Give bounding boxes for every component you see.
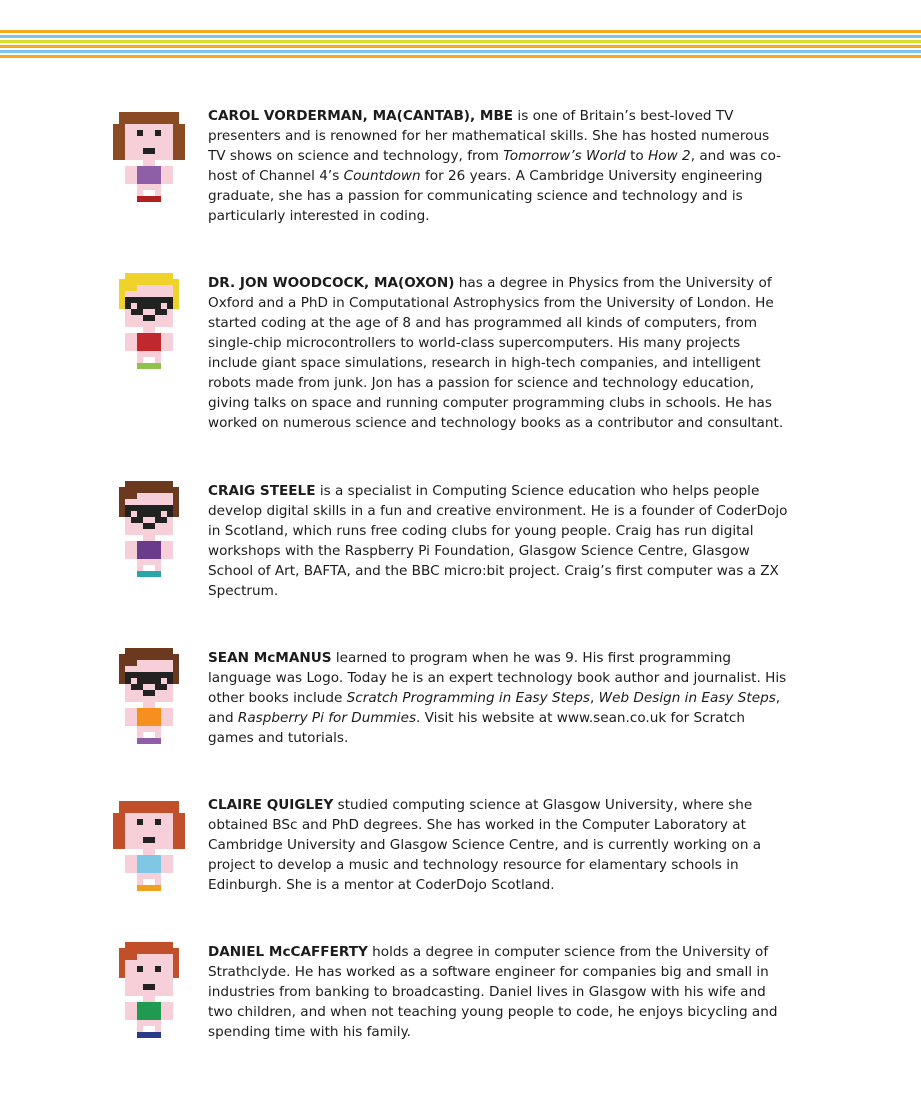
leg [155,351,161,363]
bio-text-run: learned to program when he was 9. His first programming language was Logo. Today he is an expert technology book author and journalist. His other books include [208,650,787,706]
bio-text-run: studied computing science at Glasgow University, where she obtained BSc and PhD degrees. She has worked in the Computer Laboratory at Cambridge University and Glasgow Science Centre, and is currently working on a project to develop a music and technology resource for elamentary schools in Edinburgh. She is a mentor at CoderDojo Scotland. [208,797,762,893]
bio-text-run: . Visit his website at www.sean.co.uk for Scratch games and tutorials. [208,710,745,746]
pixel-person-icon [113,273,186,369]
neck [143,996,155,1002]
leg [155,184,161,196]
eye [137,819,143,825]
avatar [113,942,186,1038]
hair [173,666,179,684]
glasses [131,309,143,315]
hips [143,726,155,732]
fringe [125,285,137,291]
italic-title: Countdown [343,168,421,184]
avatar [113,273,186,369]
bio-text-run: for 26 years. A Cambridge University engineering graduate, she has a passion for communicating science and technology and is particularly interested in coding. [208,168,763,224]
bio-body [208,483,787,599]
arm [161,333,173,351]
arm [125,1002,137,1020]
stripe [0,55,921,58]
hips [143,873,155,879]
leg [155,559,161,571]
hair [125,648,173,654]
foot [149,571,161,577]
stripe [0,45,921,48]
bio-text-run: has a degree in Physics from the University of Oxford and a PhD in Computational Astrophysics from the University of London. He started coding at the age of 8 and has programmed all kinds of computers, from single-chip microcontrollers to world-class supercomputers. His many projects include giant space simulations, research in high-tech companies, and intelligent robots made from junk. Jon has a passion for science and technology education, giving talks on space and running computer programming clubs in schools. He has worked on numerous science and technology books as a contributor and consultant. [208,275,784,431]
arm [161,708,173,726]
mouth [143,837,155,843]
bio-body [208,275,783,431]
pixel-person-icon [113,106,186,202]
stripe [0,35,921,38]
bio-text [208,273,788,433]
italic-title: How 2 [648,148,691,164]
eye [155,966,161,972]
foot [137,738,149,744]
bio-text [208,106,788,226]
mouth [143,984,155,990]
bio-text-run: , and was co-host of Channel 4’s [208,148,782,184]
mouth [143,148,155,154]
bio-text-run: , and [208,690,781,726]
neck [143,535,155,541]
bio-body [208,108,781,224]
arm [125,708,137,726]
fringe [125,493,137,499]
hair [173,960,179,978]
fringe [125,660,137,666]
hair [119,291,125,309]
pixel-person-icon [113,795,186,891]
glasses [155,309,167,315]
glasses [125,303,131,309]
decorative-stripes [0,30,921,60]
italic-title: Web Design in Easy Steps [598,690,776,706]
avatar [113,481,186,577]
hair [119,960,125,978]
eye [137,303,143,309]
author-name: SEAN McMANUS [208,650,332,666]
glasses [143,678,149,684]
foot [149,738,161,744]
eye [155,303,161,309]
bio-text [208,648,788,748]
bio-text-run: is one of Britain’s best-loved TV presenters and is renowned for her mathematical skills. She has hosted numerous TV shows on science and technology, from [208,108,770,164]
mouth [143,523,155,529]
bio-text [208,942,788,1042]
bio-text [208,795,788,895]
eye [137,130,143,136]
leg [137,1020,143,1032]
shirt [137,166,161,184]
arm [161,166,173,184]
hair [119,499,125,517]
hair [125,273,173,279]
eye [137,511,143,517]
eye [137,966,143,972]
avatar [113,106,186,202]
bio-text-run: is a specialist in Computing Science education who helps people develop digital skills in a fun and creative environment. He is a founder of CoderDojo in Scotland, which runs free coding clubs for young people. Craig has run digital workshops with the Raspberry Pi Foundation, Glasgow Science Centre, Glasgow School of Art, BAFTA, and the BBC micro:bit project. Craig’s first computer was a ZX Spectrum. [208,483,788,599]
bio-text-run: to [625,148,649,164]
hair [173,499,179,517]
author-name: DANIEL McCAFFERTY [208,944,368,960]
shirt [137,855,161,873]
glasses [125,672,173,678]
eye [155,511,161,517]
foot [137,885,149,891]
glasses [155,517,167,523]
leg [137,726,143,738]
shirt [137,1002,161,1020]
eye [155,678,161,684]
author-name: DR. JON WOODCOCK, MA(OXON) [208,275,455,291]
glasses [125,511,131,517]
author-name: CRAIG STEELE [208,483,316,499]
glasses [131,684,143,690]
stripe [0,40,921,43]
hips [143,351,155,357]
bio-text [208,481,788,601]
glasses [167,303,173,309]
glasses [167,678,173,684]
hair [173,291,179,309]
stripe [0,30,921,33]
avatar [113,648,186,744]
foot [149,885,161,891]
glasses [149,678,155,684]
glasses [131,517,143,523]
foot [137,571,149,577]
hair [125,942,173,948]
neck [143,702,155,708]
leg [137,184,143,196]
leg [137,351,143,363]
stripe [0,50,921,53]
arm [125,166,137,184]
hair [125,481,173,487]
mouth [143,690,155,696]
glasses [143,511,149,517]
avatar [113,795,186,891]
arm [125,333,137,351]
foot [149,363,161,369]
pixel-person-icon [113,481,186,577]
foot [149,196,161,202]
leg [155,873,161,885]
eye [137,678,143,684]
arm [161,541,173,559]
glasses [167,511,173,517]
hips [143,1020,155,1026]
mouth [143,315,155,321]
glasses [149,511,155,517]
bio-text-run: holds a degree in computer science from the University of Strathclyde. He has worked as a software engineer for companies big and small in industries from banking to broadcasting. Daniel lives in Glasgow with his wife and two children, and when not teaching young people to code, he enjoys bicycling and spending time with his family. [208,944,778,1040]
leg [155,1020,161,1032]
glasses [155,684,167,690]
arm [125,541,137,559]
pixel-person-icon [113,942,186,1038]
glasses [149,303,155,309]
foot [137,363,149,369]
foot [137,1032,149,1038]
leg [155,726,161,738]
leg [137,559,143,571]
hips [143,184,155,190]
eye [155,130,161,136]
fringe [125,807,173,813]
fringe [125,954,137,960]
glasses [143,303,149,309]
arm [161,1002,173,1020]
shirt [137,541,161,559]
arm [125,855,137,873]
neck [143,327,155,333]
arm [161,855,173,873]
neck [143,160,155,166]
foot [149,1032,161,1038]
author-name: CLAIRE QUIGLEY [208,797,334,813]
foot [137,196,149,202]
bio-text-run: , [590,690,599,706]
glasses [125,297,173,303]
neck [143,849,155,855]
fringe [125,118,173,124]
shirt [137,333,161,351]
leg [137,873,143,885]
glasses [125,678,131,684]
italic-title: Tomorrow’s World [503,148,626,164]
hips [143,559,155,565]
italic-title: Scratch Programming in Easy Steps [346,690,591,706]
hair [119,666,125,684]
italic-title: Raspberry Pi for Dummies [237,710,417,726]
pixel-person-icon [113,648,186,744]
eye [155,819,161,825]
glasses [125,505,173,511]
shirt [137,708,161,726]
author-name: CAROL VORDERMAN, MA(CANTAB), MBE [208,108,514,124]
